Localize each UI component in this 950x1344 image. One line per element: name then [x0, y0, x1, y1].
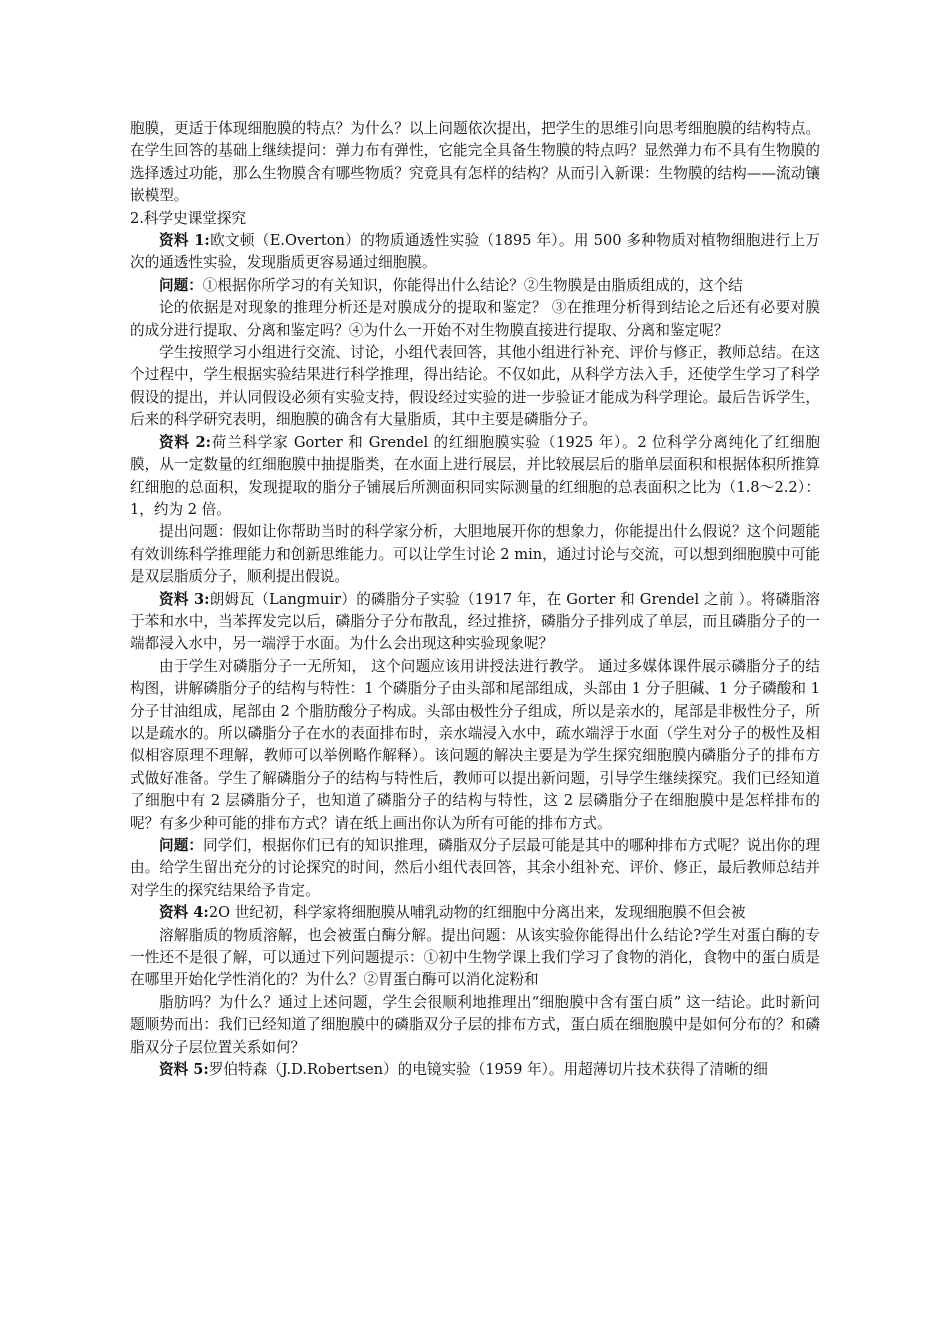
paragraph-text: 同学们，根据你们已有的知识推理，磷脂双分子层最可能是其中的哪种排布方式呢？说出你的理由。给学生留出充分的讨论探究的时间，然后小组代表回答，其余小组补充、评价、修正，最后教师总结并对学生的探究结果给予肯定。	[130, 837, 820, 899]
paragraph-material-2	[130, 432, 820, 522]
paragraph-text: 欧文顿（E.Overton）的物质通透性实验（1895 年）。用 500 多种物质对植物细胞进行上万次的通透性实验，发现脂质更容易通过细胞膜。	[130, 232, 821, 272]
paragraph-text: 由于学生对磷脂分子一无所知， 这个问题应该用讲授法进行教学。 通过多媒体课件展示磷脂分子的结构图，讲解磷脂分子的结构与特性：1 个磷脂分子由头部和尾部组成，头部由 1 分子胆碱、1 分子磷酸和 1 分子甘油组成，尾部由 2 个脂肪酸分子构成。头部由极性分子组成，所以是亲水的，尾部是非极性分子，所以是疏水的。所以磷脂分子在水的表面排布时，亲水端浸入水中，疏水端浮于水面（学生对分子的极性及相似相容原理不理解，教师可以举例略作解释）。该问题的解决主要是为学生探究细胞膜内磷脂分子的排布方式做好准备。学生了解磷脂分子的结构与特性后，教师可以提出新问题，引导学生继续探究。我们已经知道了细胞中有 2 层磷脂分子，也知道了磷脂分子的结构与特性，这 2 层磷脂分子在细胞膜中是怎样排布的呢？有多少种可能的排布方式？请在纸上画出你认为所有可能的排布方式。	[130, 657, 820, 832]
paragraph-text: 学生按照学习小组进行交流、讨论，小组代表回答，其他小组进行补充、评价与修正，教师总结。在这个过程中，学生根据实验结果进行科学推理，得出结论。不仅如此，从科学方法入手，还使学生学习了科学假设的提出，并认同假设必须有实验支持，假设经过实验的进一步验证才能成为科学理论。最后告诉学生，后来的科学研究表明，细胞膜的确含有大量脂质，其中主要是磷脂分子。	[130, 344, 820, 429]
section-heading	[130, 208, 820, 230]
paragraph-material-4-cont2	[130, 992, 820, 1059]
paragraph-text: 罗伯特森（J.D.Robertsen）的电镜实验（1959 年）。用超薄切片技术获得了清晰的细	[208, 1061, 768, 1079]
material-label: 资料 3:	[159, 590, 210, 608]
material-label: 资料 4:	[159, 904, 209, 922]
material-label: 资料 1:	[159, 232, 210, 250]
paragraph-hypothesis	[130, 521, 820, 588]
paragraph-text: 胞膜，更适于体现细胞膜的特点？为什么？以上问题依次提出，把学生的思维引向思考细胞膜的结构特点。在学生回答的基础上继续提问：弹力布有弹性，它能完全具备生物膜的特点吗？显然弹力布不具有生物膜的选择透过功能，那么生物膜含有哪些物质？究竟具有怎样的结构？从而引入新课：生物膜的结构——流动镶嵌模型。	[130, 120, 820, 205]
paragraph-text: 溶解脂质的物质溶解，也会被蛋白酶分解。提出问题：从该实验你能得出什么结论?学生对蛋白酶的专一性还不是很了解，可以通过下列问题提示：①初中生物学课上我们学习了食物的消化，食物中的蛋白质是在哪里开始化学性消化的？为什么？②胃蛋白酶可以消化淀粉和	[130, 926, 820, 989]
paragraph-question-2	[130, 835, 820, 902]
question-label: 问题：	[159, 837, 204, 854]
paragraph-material-4	[130, 902, 820, 924]
paragraph-text: 荷兰科学家 Gorter 和 Grendel 的红细胞膜实验（1925 年）。2 位科学分离纯化了红细胞膜，从一定数量的红细胞膜中抽提脂类，在水面上进行展层，并比较展层后的脂单层面积和根据体积所推算红细胞的总面积，发现提取的脂分子铺展后所测面积同实际测量的红细胞的总表面积之比为（1.8～2.2）：1，约为 2 倍。	[130, 433, 820, 518]
paragraph-text: ①根据你所学习的有关知识，你能得出什么结论？②生物膜是由脂质组成的，这个结	[202, 276, 743, 294]
paragraph-discussion-1	[130, 342, 820, 432]
paragraph-material-4-cont	[130, 925, 820, 992]
paragraph-text: 论的依据是对现象的推理分析还是对膜成分的提取和鉴定？ ③在推理分析得到结论之后还有必要对膜的成分进行提取、分离和鉴定吗？④为什么一开始不对生物膜直接进行提取、分离和鉴定呢？	[130, 299, 820, 339]
paragraph-text: 2O 世纪初，科学家将细胞膜从哺乳动物的红细胞中分离出来，发现细胞膜不但会被	[208, 904, 746, 922]
heading-text: 2.科学史课堂探究	[130, 209, 247, 227]
paragraph-text: 提出问题：假如让你帮助当时的科学家分析，大胆地展开你的想象力，你能提出什么假说？这个问题能有效训练科学推理能力和创新思维能力。可以让学生讨论 2 min，通过讨论与交流，可以想到细胞膜中可能是双层脂质分子，顺利提出假说。	[130, 523, 820, 586]
paragraph-question-1	[130, 275, 820, 297]
material-label: 资料 5:	[159, 1061, 209, 1079]
paragraph-text: 脂肪吗？为什么？通过上述问题，学生会很顺利地推理出“细胞膜中含有蛋白质” 这一结论。此时新问题顺势而出：我们已经知道了细胞膜中的磷脂双分子层的排布方式，蛋白质在细胞膜中是如何分布的？和磷脂双分子层位置关系如何？	[130, 993, 820, 1056]
paragraph-material-5	[130, 1059, 820, 1081]
paragraph-lecture	[130, 656, 820, 835]
material-label: 资料 2:	[159, 433, 212, 451]
paragraph-intro	[130, 118, 820, 208]
paragraph-text: 朗姆瓦（Langmuir）的磷脂分子实验（1917 年，在 Gorter 和 Grendel 之前 ）。将磷脂溶于苯和水中，当苯挥发完以后，磷脂分子分布散乱，经过推挤，磷脂分子排列成了单层，而且磷脂分子的一端都浸入水中，另一端浮于水面。为什么会出现这种实验现象呢？	[130, 590, 821, 653]
paragraph-question-1-cont	[130, 297, 820, 342]
document-page	[130, 118, 820, 1081]
paragraph-material-3	[130, 589, 820, 656]
paragraph-material-1	[130, 230, 820, 275]
question-label: 问题：	[159, 276, 203, 294]
